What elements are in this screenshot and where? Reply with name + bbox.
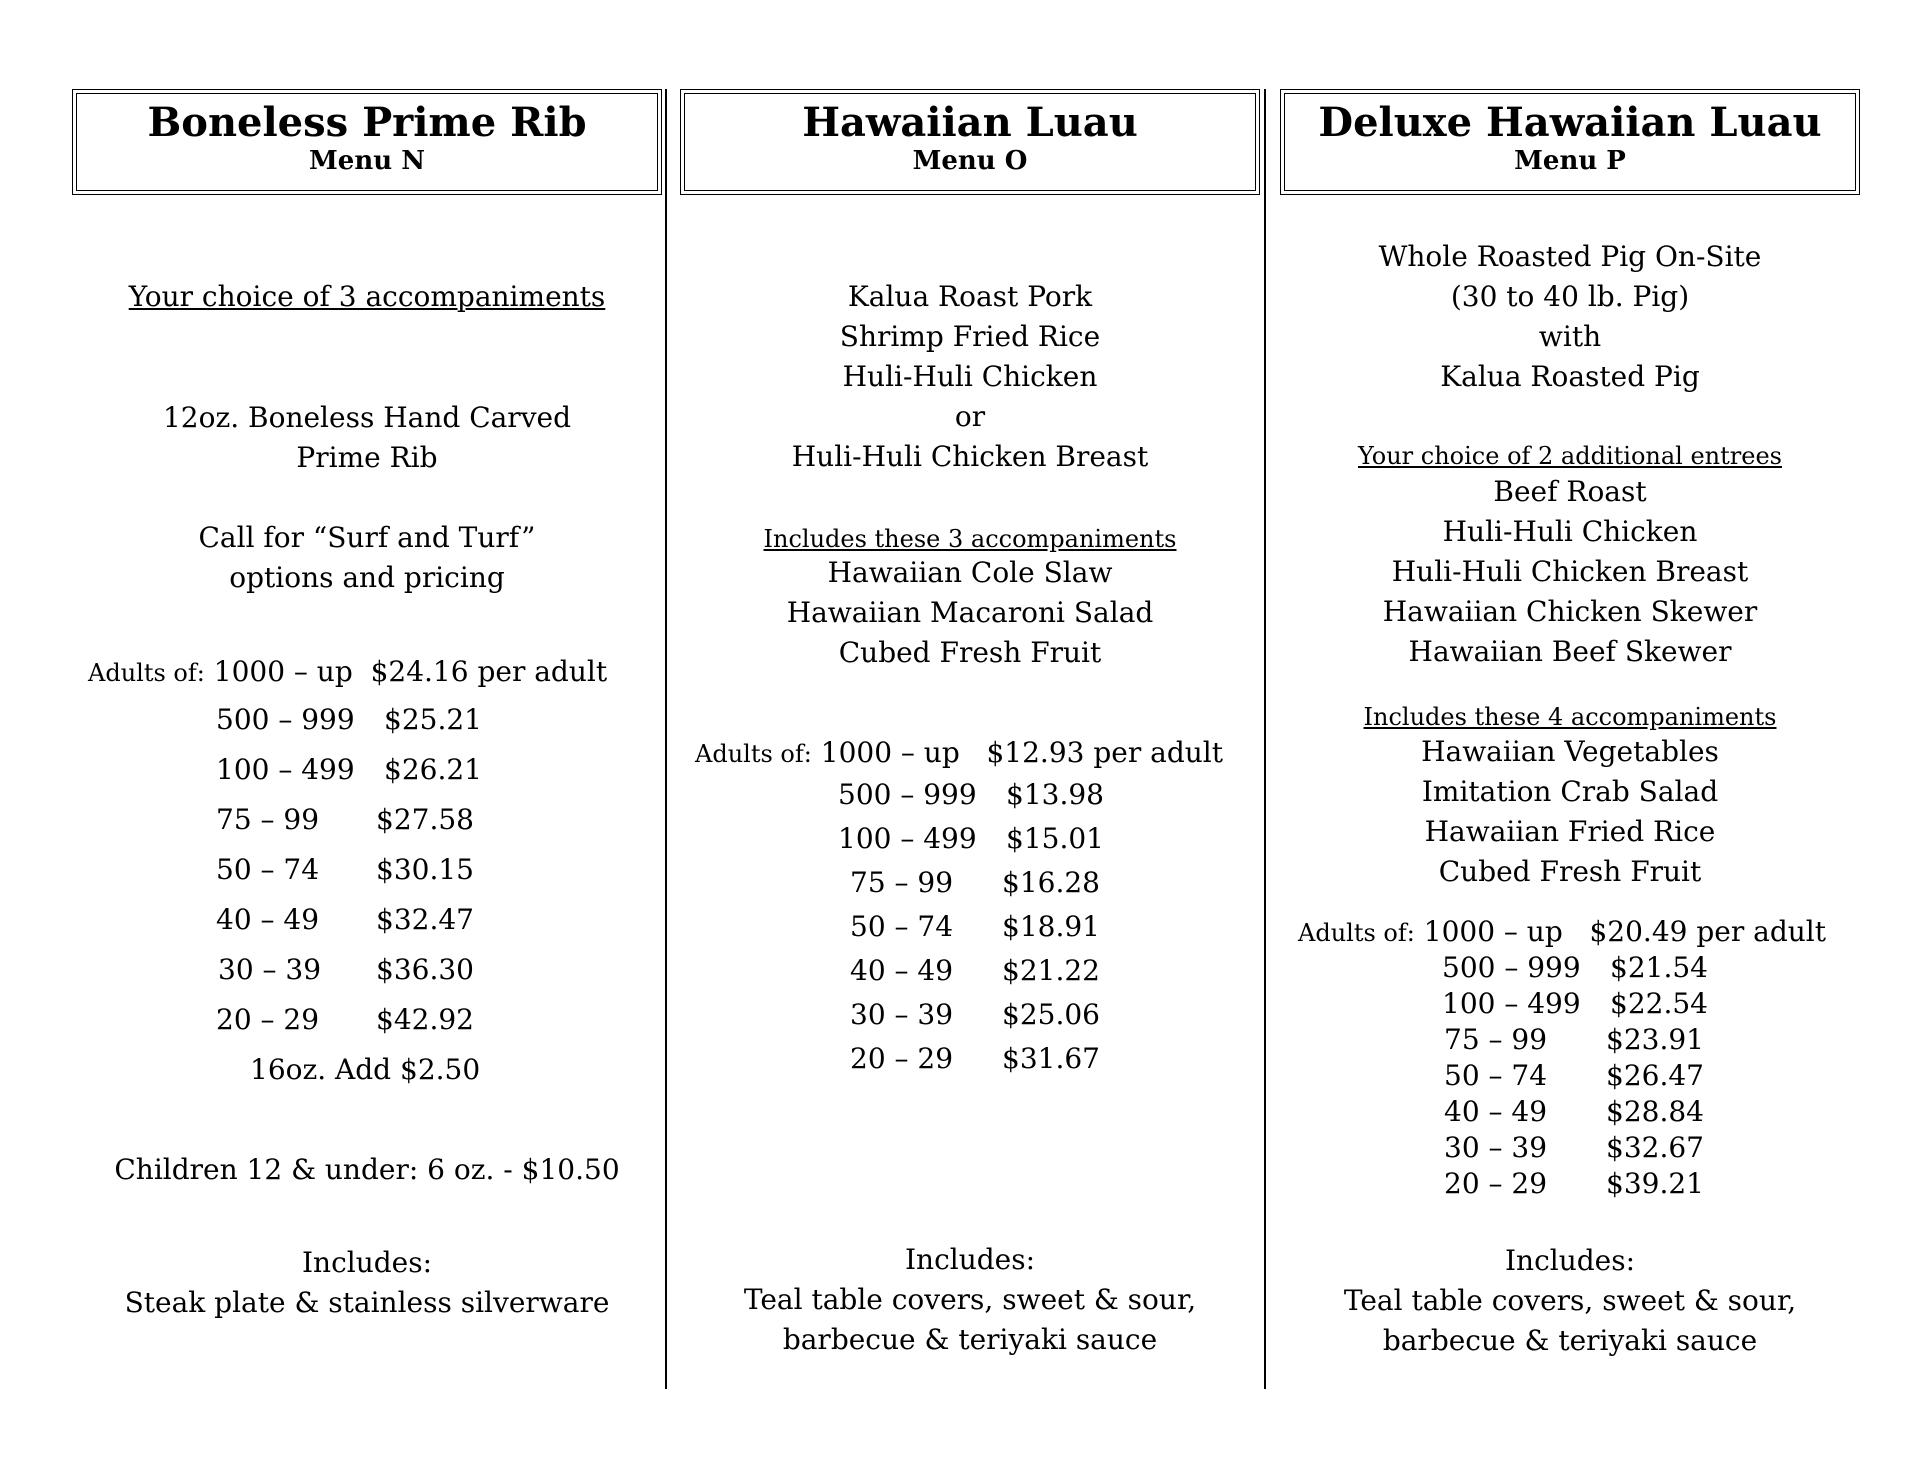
- menu-p-header: [1280, 89, 1860, 195]
- menu-o-entree: Shrimp Fried Rice: [839, 320, 1101, 353]
- menu-o-includes-2: barbecue & teriyaki sauce: [782, 1323, 1158, 1356]
- price-range: 500 – 999: [1442, 951, 1581, 984]
- price-value: $18.91: [1002, 910, 1100, 943]
- menu-p-includes-1: Teal table covers, sweet & sour,: [1343, 1284, 1797, 1317]
- price-row: [850, 863, 1100, 903]
- price-range: 20 – 29: [1444, 1167, 1548, 1200]
- price-row: [838, 819, 1104, 859]
- price-value: $30.15: [376, 853, 474, 886]
- price-range: 20 – 29: [216, 1003, 320, 1036]
- price-range: 75 – 99: [850, 866, 954, 899]
- menu-p-accompaniment: Imitation Crab Salad: [1421, 775, 1719, 808]
- price-value: $12.93 per adult: [986, 736, 1223, 769]
- menu-n-code: Menu N: [309, 146, 425, 176]
- price-range: 500 – 999: [216, 703, 355, 736]
- price-value: $27.58: [376, 803, 474, 836]
- price-value: $42.92: [376, 1003, 474, 1036]
- menu-n-includes-label: Includes:: [301, 1246, 433, 1279]
- menu-p-first-price: [1298, 912, 1826, 953]
- menu-p-entree: Hawaiian Chicken Skewer: [1382, 595, 1758, 628]
- price-row: [216, 800, 474, 840]
- price-value: $22.54: [1610, 987, 1708, 1020]
- price-value: $36.30: [376, 953, 474, 986]
- menu-n-includes-1: Steak plate & stainless silverware: [124, 1286, 610, 1319]
- price-range: 30 – 39: [218, 953, 322, 986]
- menu-p-accompaniment: Cubed Fresh Fruit: [1438, 855, 1702, 888]
- price-value: $23.91: [1606, 1023, 1704, 1056]
- price-range: 30 – 39: [1444, 1131, 1548, 1164]
- menu-n-call-1: Call for “Surf and Turf”: [198, 521, 536, 554]
- column-divider-left: [665, 89, 667, 1389]
- price-range: 30 – 39: [850, 998, 954, 1031]
- price-value: $13.98: [1006, 778, 1104, 811]
- menu-o-entree: or: [954, 400, 986, 433]
- price-range: 50 – 74: [850, 910, 954, 943]
- price-value: $28.84: [1606, 1095, 1704, 1128]
- menu-o-entree: Huli-Huli Chicken: [842, 360, 1098, 393]
- price-range: 50 – 74: [216, 853, 320, 886]
- price-row: [850, 907, 1100, 947]
- menu-p-pig-line: Whole Roasted Pig On-Site: [1378, 240, 1762, 273]
- price-row: [216, 850, 474, 890]
- price-range: 75 – 99: [216, 803, 320, 836]
- menu-o-accompaniment: Hawaiian Cole Slaw: [827, 556, 1113, 589]
- menu-o-acc-label: Includes these 3 accompaniments: [763, 525, 1177, 553]
- menu-n-column: [72, 0, 662, 1484]
- menu-p-acc-label: Includes these 4 accompaniments: [1363, 703, 1777, 731]
- price-row: [1444, 1092, 1704, 1132]
- adults-label: Adults of:: [1298, 919, 1415, 947]
- price-value: $26.21: [384, 753, 482, 786]
- price-value: $25.06: [1002, 998, 1100, 1031]
- menu-p-includes-2: barbecue & teriyaki sauce: [1382, 1324, 1758, 1357]
- menu-p-pig-line: with: [1538, 320, 1602, 353]
- price-row: [850, 1039, 1100, 1079]
- price-range: 40 – 49: [1444, 1095, 1548, 1128]
- price-range: 100 – 499: [216, 753, 355, 786]
- menu-p-accompaniment: Hawaiian Fried Rice: [1424, 815, 1716, 848]
- menu-o-includes-label: Includes:: [904, 1243, 1036, 1276]
- price-row: [1444, 1056, 1704, 1096]
- price-range: 1000 – up: [1423, 915, 1563, 948]
- price-row: [218, 950, 474, 990]
- menu-o-accompaniment: Cubed Fresh Fruit: [838, 636, 1102, 669]
- price-range: 100 – 499: [838, 822, 977, 855]
- menu-n-children: Children 12 & under: 6 oz. - $10.50: [114, 1153, 620, 1186]
- menu-n-header: [72, 89, 662, 195]
- menu-o-header: [680, 89, 1260, 195]
- price-range: 500 – 999: [838, 778, 977, 811]
- menu-o-title: Hawaiian Luau: [802, 99, 1138, 146]
- menu-n-choice: Your choice of 3 accompaniments: [128, 280, 606, 313]
- price-row: [1442, 948, 1708, 988]
- adults-label: Adults of:: [695, 740, 812, 768]
- menu-p-entree: Huli-Huli Chicken Breast: [1391, 555, 1749, 588]
- menu-o-code: Menu O: [912, 146, 1028, 176]
- menu-p-entree: Huli-Huli Chicken: [1442, 515, 1698, 548]
- adults-label: Adults of:: [88, 659, 205, 687]
- menu-p-pig-line: Kalua Roasted Pig: [1440, 360, 1700, 393]
- price-range: 50 – 74: [1444, 1059, 1548, 1092]
- price-value: $39.21: [1606, 1167, 1704, 1200]
- menu-p-pig-line: (30 to 40 lb. Pig): [1450, 280, 1690, 313]
- menu-o-first-price: [695, 733, 1223, 774]
- menu-o-column: [680, 0, 1260, 1484]
- price-value: $31.67: [1002, 1042, 1100, 1075]
- price-row: [1444, 1020, 1704, 1060]
- menu-p-accompaniment: Hawaiian Vegetables: [1421, 735, 1719, 768]
- price-range: 40 – 49: [216, 903, 320, 936]
- price-value: $32.67: [1606, 1131, 1704, 1164]
- menu-n-first-price: [88, 652, 607, 693]
- price-value: $16.28: [1002, 866, 1100, 899]
- menu-p-title: Deluxe Hawaiian Luau: [1318, 99, 1822, 146]
- menu-o-entree: Huli-Huli Chicken Breast: [791, 440, 1149, 473]
- menu-o-accompaniment: Hawaiian Macaroni Salad: [786, 596, 1154, 629]
- price-value: $24.16 per adult: [370, 655, 608, 688]
- price-row: [216, 900, 474, 940]
- menu-p-includes-label: Includes:: [1504, 1244, 1636, 1277]
- menu-o-includes-1: Teal table covers, sweet & sour,: [743, 1283, 1197, 1316]
- price-row: [1442, 984, 1708, 1024]
- column-divider-right: [1264, 89, 1266, 1389]
- menu-p-column: [1280, 0, 1860, 1484]
- price-range: 1000 – up: [820, 736, 960, 769]
- price-range: 100 – 499: [1442, 987, 1581, 1020]
- menu-n-call-2: options and pricing: [229, 561, 505, 594]
- price-row: [216, 700, 482, 740]
- price-row: [1444, 1164, 1704, 1204]
- menu-o-entree: Kalua Roast Pork: [847, 280, 1093, 313]
- price-value: $21.54: [1610, 951, 1708, 984]
- price-value: $26.47: [1606, 1059, 1704, 1092]
- price-value: $21.22: [1002, 954, 1100, 987]
- price-row: [1444, 1128, 1704, 1168]
- price-value: $32.47: [376, 903, 474, 936]
- menu-n-title: Boneless Prime Rib: [147, 99, 587, 146]
- price-range: 75 – 99: [1444, 1023, 1548, 1056]
- price-range: 20 – 29: [850, 1042, 954, 1075]
- price-range: 1000 – up: [213, 655, 353, 688]
- menu-n-addon: 16oz. Add $2.50: [250, 1053, 481, 1086]
- menu-p-entree-label: Your choice of 2 additional entrees: [1358, 442, 1782, 470]
- price-value: $25.21: [384, 703, 482, 736]
- price-row: [838, 775, 1104, 815]
- menu-p-entree: Hawaiian Beef Skewer: [1408, 635, 1732, 668]
- price-row: [216, 750, 482, 790]
- price-range: 40 – 49: [850, 954, 954, 987]
- menu-p-entree: Beef Roast: [1493, 475, 1647, 508]
- price-row: [216, 1000, 474, 1040]
- menu-p-code: Menu P: [1514, 146, 1626, 176]
- menu-n-item-1: 12oz. Boneless Hand Carved: [162, 401, 572, 434]
- price-value: $20.49 per adult: [1589, 915, 1826, 948]
- price-row: [850, 995, 1100, 1035]
- menu-n-item-2: Prime Rib: [296, 441, 438, 474]
- price-row: [850, 951, 1100, 991]
- price-value: $15.01: [1006, 822, 1104, 855]
